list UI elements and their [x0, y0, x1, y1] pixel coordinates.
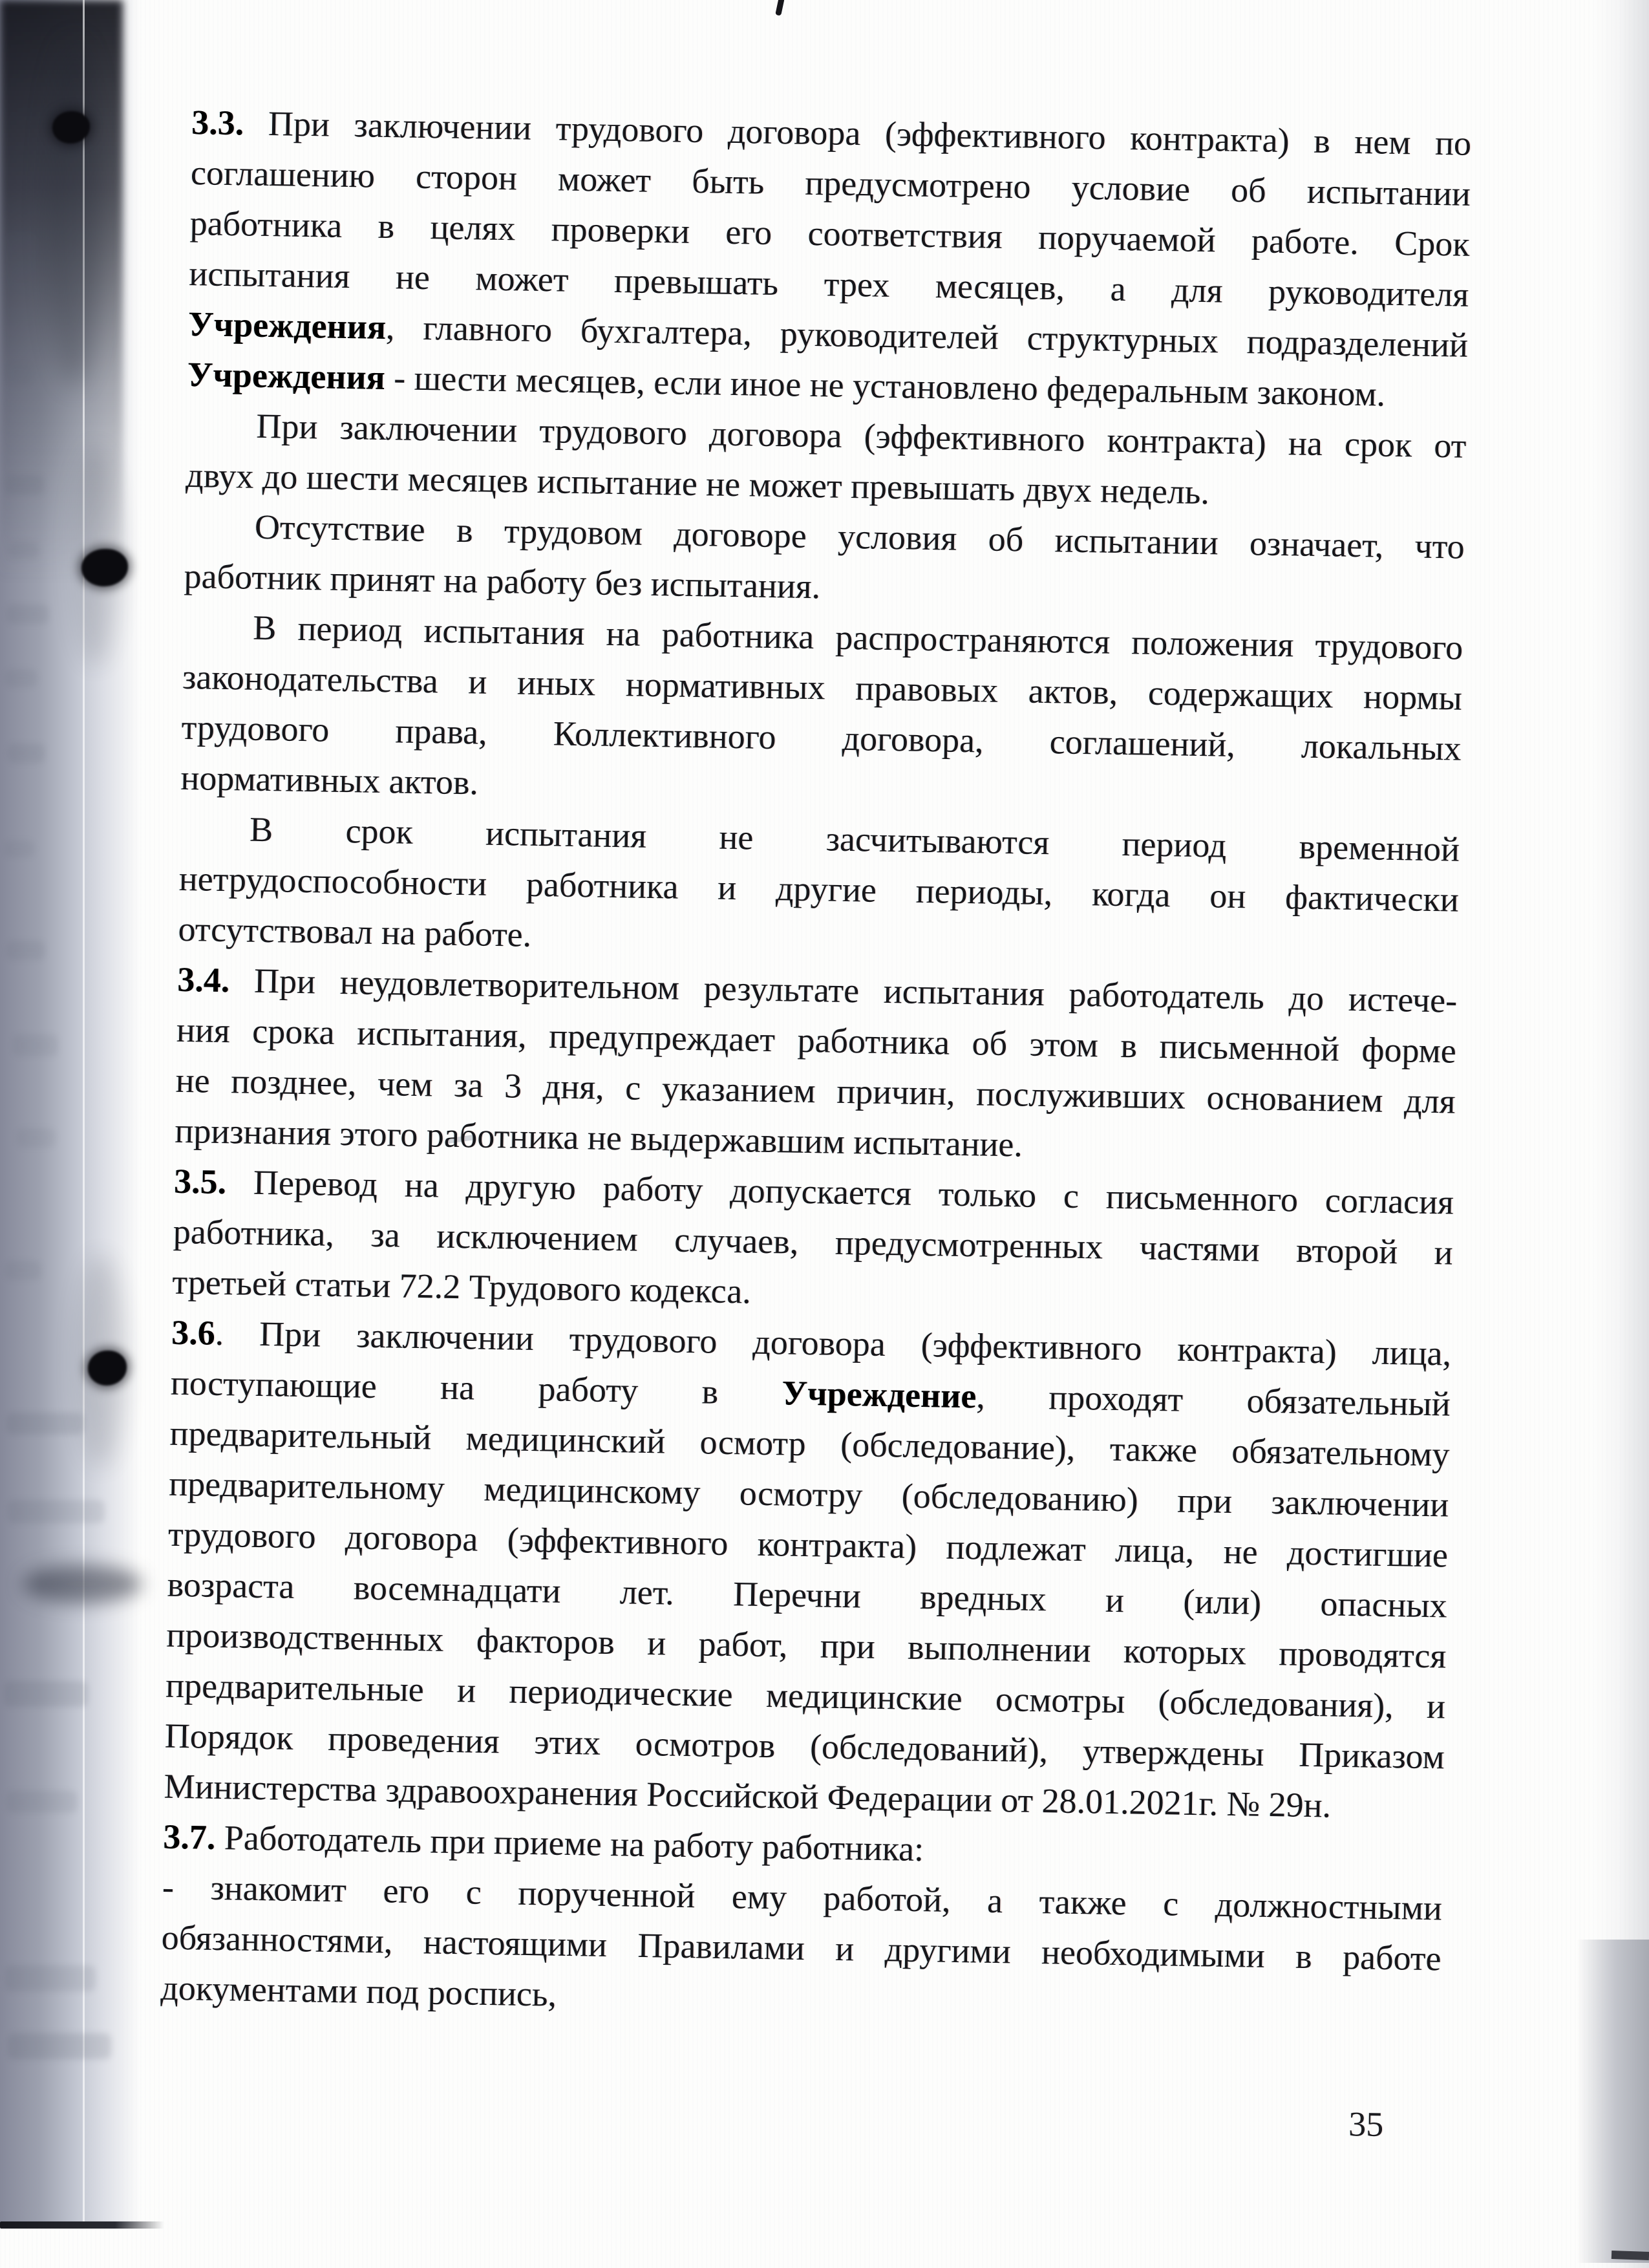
text-run: работника в целях проверки его соответствия поручаемой работе. Срок — [189, 203, 1470, 264]
text-run: трудового договора (эффективного контракта) подлежат лица, не достигшие — [167, 1514, 1449, 1575]
binding-shadow-smudge — [45, 39, 103, 388]
text-run: производственных факторов и работ, при выполнении которых проводятся — [166, 1615, 1447, 1676]
bleedthrough-text-mark — [5, 475, 44, 495]
text-run: При неудовлетворительном результате испытания работодатель до истече- — [229, 961, 1458, 1020]
bold-text-run: 3.7. — [162, 1817, 216, 1857]
text-run: - шести месяцев, если иное не установлено федеральным законом. — [385, 358, 1386, 414]
text-run: Порядок проведения этих осмотров (обследований), утверждены Приказом — [164, 1716, 1445, 1777]
bleedthrough-text-mark — [9, 542, 39, 559]
text-run: Отсутствие в трудовом договоре условия об испытании означает, что — [254, 507, 1465, 566]
paragraph — [187, 97, 1471, 421]
text-run: поступающие на работу в — [170, 1363, 783, 1413]
bleedthrough-text-mark — [5, 1965, 96, 1991]
text-run: - знакомит его с порученной ему работой, а также с должностными — [162, 1867, 1443, 1928]
text-run: . При заключении трудового договора (эффективного контракта) лица, — [215, 1313, 1452, 1373]
text-run: В период испытания на работника распространяются положения трудового — [252, 608, 1463, 667]
scan-edge-right-tint — [1593, 0, 1649, 2268]
text-run: не позднее, чем за 3 дня, с указанием причин, послуживших основанием для — [175, 1060, 1456, 1121]
text-run: законодательства и иных нормативных правовых актов, содержащих нормы — [182, 657, 1463, 718]
text-run: отсутствовал на работе. — [178, 909, 532, 954]
bold-text-run: Учреждения — [187, 304, 387, 347]
bleedthrough-text-mark — [6, 1413, 84, 1435]
text-run: , главного бухгалтера, руководителей структурных подразделений — [385, 308, 1469, 365]
bold-text-run: 3.3. — [191, 102, 244, 143]
text-run: двух до шести месяцев испытание не может превышать двух недель. — [185, 455, 1210, 512]
bleedthrough-text-mark — [6, 1791, 78, 1813]
text-run: ния срока испытания, предупреждает работника об этом в письменной форме — [176, 1010, 1457, 1071]
text-run: Работодатель при приеме на работу работника: — [215, 1817, 924, 1869]
paragraph — [172, 1156, 1454, 1329]
paragraph — [164, 1307, 1452, 1833]
bleedthrough-text-mark — [4, 233, 37, 291]
bleedthrough-text-mark — [8, 1500, 105, 1523]
page-bottom-edge-line — [0, 2221, 164, 2229]
text-run: нормативных актов. — [180, 758, 479, 802]
ink-smear-mark — [23, 1565, 142, 1603]
text-run: Министерства здравоохранения Российской Федерации от 28.01.2021г. № 29н. — [164, 1766, 1332, 1825]
text-run: При заключении трудового договора (эффективного контракта) в нем по — [243, 103, 1472, 163]
bleedthrough-text-mark — [4, 1681, 88, 1707]
text-run: соглашению сторон может быть предусмотрено условие об испытании — [190, 153, 1471, 213]
bleedthrough-text-mark — [6, 362, 32, 385]
text-run: В срок испытания не засчитываются период временной — [249, 809, 1460, 869]
bleedthrough-text-mark — [5, 1261, 41, 1280]
bold-text-run: 3.6 — [171, 1312, 216, 1353]
text-run: предварительному медицинскому осмотру (обследованию) при заключении — [168, 1464, 1449, 1524]
text-run: предварительный медицинский осмотр (обследование), также обязательному — [169, 1413, 1450, 1474]
text-run: работника, за исключением случаев, предусмотренных частями второй и — [173, 1212, 1454, 1272]
text-run: Перевод на другую работу допускается только с письменного согласия — [226, 1162, 1454, 1222]
text-run: возраста восемнадцати лет. Перечни вредных и (или) опасных — [167, 1565, 1448, 1625]
bleedthrough-text-mark — [6, 604, 49, 624]
bleedthrough-text-mark — [4, 840, 35, 857]
paragraph — [175, 954, 1458, 1177]
text-run: испытания не может превышать трех месяцев, а для руководителя — [188, 253, 1469, 314]
text-run: предварительные и периодические медицинские осмотры (обследования), и — [165, 1665, 1446, 1726]
text-run: третьей статьи 72.2 Трудового кодекса. — [172, 1262, 752, 1311]
scan-edge-right-band — [1577, 1940, 1649, 2263]
bold-text-run: 3.4. — [176, 959, 230, 1000]
bleedthrough-text-mark — [8, 2033, 111, 2059]
text-run: трудового права, Коллективного договора, соглашений, локальных — [181, 707, 1462, 768]
text-run: При заключении трудового договора (эффективного контракта) на срок от — [256, 406, 1467, 465]
document-text — [160, 97, 1472, 2034]
bleedthrough-text-mark — [8, 744, 45, 763]
paragraph — [160, 1862, 1443, 2035]
page-content — [158, 97, 1472, 2145]
bold-text-run: Учреждение — [782, 1373, 977, 1416]
bleedthrough-text-mark — [13, 1034, 58, 1056]
bleedthrough-text-mark — [5, 669, 37, 687]
text-run: нетрудоспособности работника и другие периоды, когда он фактически — [178, 859, 1460, 919]
paragraph — [178, 803, 1460, 976]
text-run: обязанностями, настоящими Правилами и другими необходимыми в работе — [161, 1918, 1442, 1978]
bleedthrough-text-mark — [17, 1128, 56, 1148]
bleedthrough-text-mark — [6, 941, 45, 960]
text-run: работник принят на работу без испытания. — [184, 556, 821, 606]
paragraph — [180, 601, 1463, 824]
text-run: , проходят обязательный — [975, 1376, 1451, 1424]
bold-text-run: 3.5. — [173, 1161, 227, 1202]
page-number: 35 — [1348, 2104, 1384, 2144]
bold-text-run: Учреждения — [187, 354, 386, 398]
text-run: признания этого работника не выдержавшим испытание. — [174, 1111, 1023, 1164]
text-run: документами под роспись, — [160, 1968, 557, 2014]
page-corner-edge-line — [1612, 2251, 1649, 2260]
